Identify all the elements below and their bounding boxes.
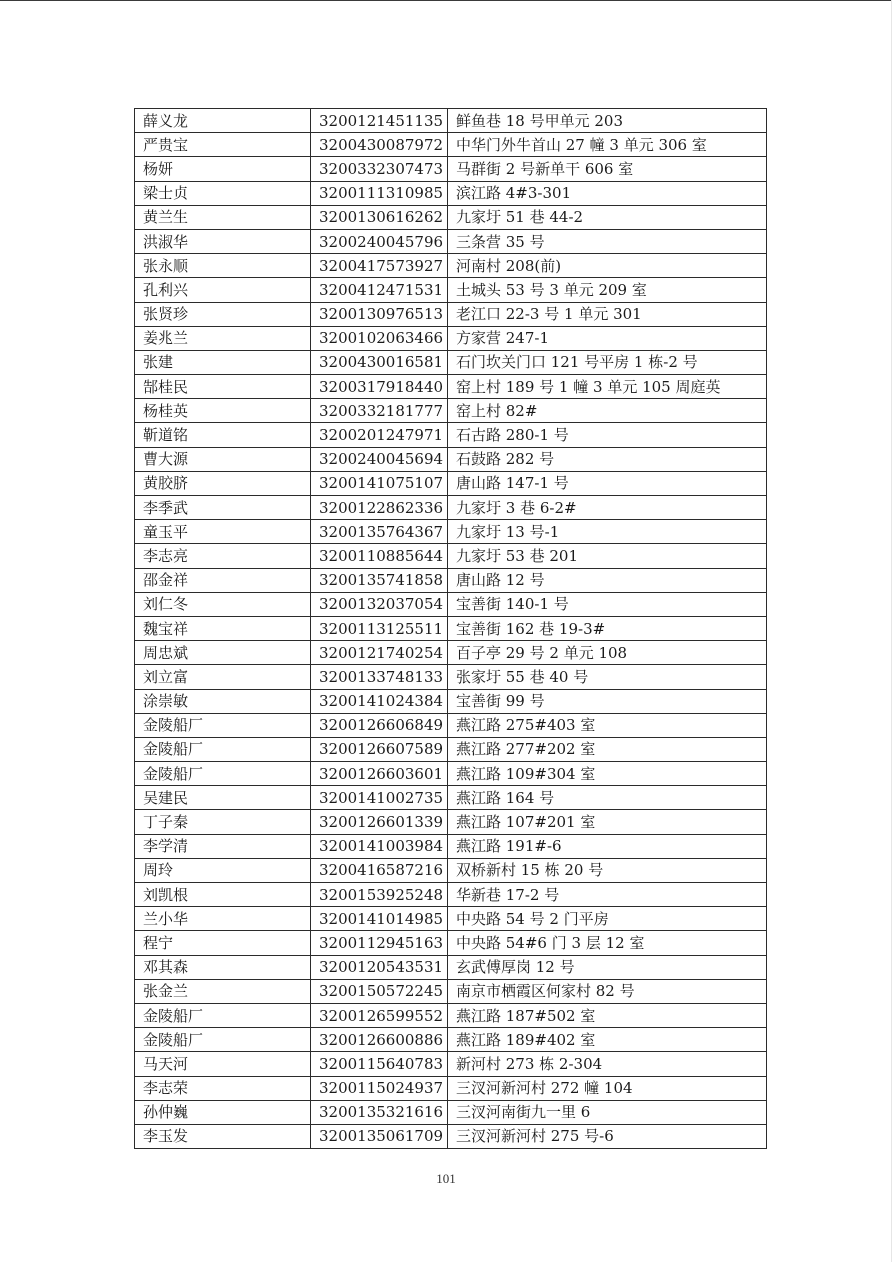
name-cell: 靳道铭 bbox=[135, 423, 311, 447]
address-cell: 窑上村 189 号 1 幢 3 单元 105 周庭英 bbox=[448, 375, 767, 399]
table-row bbox=[135, 520, 767, 544]
address-cell: 宝善街 99 号 bbox=[448, 689, 767, 713]
id-cell: 3200130616262 bbox=[311, 205, 448, 229]
id-cell: 3200430016581 bbox=[311, 350, 448, 374]
address-cell: 双桥新村 15 栋 20 号 bbox=[448, 858, 767, 882]
id-cell: 3200120543531 bbox=[311, 955, 448, 979]
name-cell: 邓其森 bbox=[135, 955, 311, 979]
table-row bbox=[135, 1028, 767, 1052]
id-cell: 3200126606849 bbox=[311, 713, 448, 737]
id-cell: 3200113125511 bbox=[311, 616, 448, 640]
id-cell: 3200122862336 bbox=[311, 496, 448, 520]
address-cell: 石古路 280-1 号 bbox=[448, 423, 767, 447]
id-cell: 3200430087972 bbox=[311, 133, 448, 157]
table-row bbox=[135, 471, 767, 495]
table-row bbox=[135, 858, 767, 882]
name-cell: 金陵船厂 bbox=[135, 762, 311, 786]
table-row bbox=[135, 399, 767, 423]
name-cell: 黄胶脐 bbox=[135, 471, 311, 495]
address-cell: 九家圩 53 巷 201 bbox=[448, 544, 767, 568]
name-cell: 邵金祥 bbox=[135, 568, 311, 592]
id-cell: 3200332307473 bbox=[311, 157, 448, 181]
address-cell: 唐山路 12 号 bbox=[448, 568, 767, 592]
name-cell: 兰小华 bbox=[135, 907, 311, 931]
id-cell: 3200135061709 bbox=[311, 1124, 448, 1148]
id-cell: 3200417573927 bbox=[311, 254, 448, 278]
id-cell: 3200153925248 bbox=[311, 883, 448, 907]
table-row bbox=[135, 979, 767, 1003]
table-row bbox=[135, 447, 767, 471]
table-row bbox=[135, 616, 767, 640]
table-row bbox=[135, 1100, 767, 1124]
address-cell: 中央路 54#6 门 3 层 12 室 bbox=[448, 931, 767, 955]
address-cell: 三汊河南街九一里 6 bbox=[448, 1100, 767, 1124]
id-cell: 3200135741858 bbox=[311, 568, 448, 592]
name-cell: 程宁 bbox=[135, 931, 311, 955]
address-cell: 马群街 2 号新单干 606 室 bbox=[448, 157, 767, 181]
address-cell: 窑上村 82# bbox=[448, 399, 767, 423]
table-row bbox=[135, 205, 767, 229]
address-cell: 燕江路 275#403 室 bbox=[448, 713, 767, 737]
id-cell: 3200102063466 bbox=[311, 326, 448, 350]
name-cell: 张永顺 bbox=[135, 254, 311, 278]
name-cell: 杨桂英 bbox=[135, 399, 311, 423]
id-cell: 3200121740254 bbox=[311, 641, 448, 665]
id-cell: 3200126599552 bbox=[311, 1003, 448, 1027]
table-row bbox=[135, 544, 767, 568]
address-cell: 玄武傅厚岗 12 号 bbox=[448, 955, 767, 979]
name-cell: 周玲 bbox=[135, 858, 311, 882]
id-cell: 3200141024384 bbox=[311, 689, 448, 713]
id-cell: 3200112945163 bbox=[311, 931, 448, 955]
name-cell: 张建 bbox=[135, 350, 311, 374]
table-row bbox=[135, 762, 767, 786]
id-cell: 3200332181777 bbox=[311, 399, 448, 423]
page-number: 101 bbox=[436, 1171, 456, 1186]
id-cell: 3200135321616 bbox=[311, 1100, 448, 1124]
id-cell: 3200110885644 bbox=[311, 544, 448, 568]
id-cell: 3200135764367 bbox=[311, 520, 448, 544]
id-cell: 3200115024937 bbox=[311, 1076, 448, 1100]
address-cell: 燕江路 164 号 bbox=[448, 786, 767, 810]
table-row bbox=[135, 713, 767, 737]
table-row bbox=[135, 326, 767, 350]
id-cell: 3200150572245 bbox=[311, 979, 448, 1003]
name-cell: 郜桂民 bbox=[135, 375, 311, 399]
table-row bbox=[135, 1003, 767, 1027]
name-cell: 姜兆兰 bbox=[135, 326, 311, 350]
id-cell: 3200130976513 bbox=[311, 302, 448, 326]
name-cell: 李志荣 bbox=[135, 1076, 311, 1100]
address-cell: 燕江路 277#202 室 bbox=[448, 737, 767, 761]
address-cell: 九家圩 3 巷 6-2# bbox=[448, 496, 767, 520]
id-cell: 3200126607589 bbox=[311, 737, 448, 761]
address-cell: 唐山路 147-1 号 bbox=[448, 471, 767, 495]
id-cell: 3200317918440 bbox=[311, 375, 448, 399]
name-cell: 魏宝祥 bbox=[135, 616, 311, 640]
name-cell: 梁士贞 bbox=[135, 181, 311, 205]
id-cell: 3200115640783 bbox=[311, 1052, 448, 1076]
address-cell: 三汊河新河村 272 幢 104 bbox=[448, 1076, 767, 1100]
id-cell: 3200240045694 bbox=[311, 447, 448, 471]
name-cell: 金陵船厂 bbox=[135, 1003, 311, 1027]
table-row bbox=[135, 568, 767, 592]
table-row bbox=[135, 254, 767, 278]
address-cell: 中华门外牛首山 27 幢 3 单元 306 室 bbox=[448, 133, 767, 157]
table-row bbox=[135, 689, 767, 713]
address-cell: 燕江路 191#-6 bbox=[448, 834, 767, 858]
name-cell: 李学清 bbox=[135, 834, 311, 858]
name-cell: 孔利兴 bbox=[135, 278, 311, 302]
table-row bbox=[135, 810, 767, 834]
name-cell: 黄兰生 bbox=[135, 205, 311, 229]
address-cell: 燕江路 109#304 室 bbox=[448, 762, 767, 786]
table-row bbox=[135, 302, 767, 326]
table-row bbox=[135, 737, 767, 761]
address-cell: 燕江路 189#402 室 bbox=[448, 1028, 767, 1052]
table-row bbox=[135, 907, 767, 931]
id-cell: 3200201247971 bbox=[311, 423, 448, 447]
table-row bbox=[135, 592, 767, 616]
address-cell: 宝善街 162 巷 19-3# bbox=[448, 616, 767, 640]
id-cell: 3200141014985 bbox=[311, 907, 448, 931]
id-cell: 3200126600886 bbox=[311, 1028, 448, 1052]
name-cell: 严贵宝 bbox=[135, 133, 311, 157]
table-row bbox=[135, 883, 767, 907]
address-cell: 九家圩 51 巷 44-2 bbox=[448, 205, 767, 229]
table-row bbox=[135, 229, 767, 253]
address-cell: 鲜鱼巷 18 号甲单元 203 bbox=[448, 109, 767, 133]
table-row bbox=[135, 423, 767, 447]
id-cell: 3200240045796 bbox=[311, 229, 448, 253]
address-cell: 河南村 208(前) bbox=[448, 254, 767, 278]
table-row bbox=[135, 1052, 767, 1076]
address-cell: 燕江路 107#201 室 bbox=[448, 810, 767, 834]
address-cell: 宝善街 140-1 号 bbox=[448, 592, 767, 616]
name-cell: 童玉平 bbox=[135, 520, 311, 544]
table-row bbox=[135, 157, 767, 181]
id-cell: 3200126603601 bbox=[311, 762, 448, 786]
table-row bbox=[135, 109, 767, 133]
id-cell: 3200141075107 bbox=[311, 471, 448, 495]
table-row bbox=[135, 641, 767, 665]
table-row bbox=[135, 1076, 767, 1100]
id-cell: 3200141003984 bbox=[311, 834, 448, 858]
records-table bbox=[134, 108, 767, 1149]
id-cell: 3200416587216 bbox=[311, 858, 448, 882]
address-cell: 南京市栖霞区何家村 82 号 bbox=[448, 979, 767, 1003]
name-cell: 金陵船厂 bbox=[135, 1028, 311, 1052]
name-cell: 张金兰 bbox=[135, 979, 311, 1003]
table-row bbox=[135, 181, 767, 205]
name-cell: 杨妍 bbox=[135, 157, 311, 181]
address-cell: 九家圩 13 号-1 bbox=[448, 520, 767, 544]
table-row bbox=[135, 786, 767, 810]
name-cell: 刘凯根 bbox=[135, 883, 311, 907]
top-border-line bbox=[0, 0, 892, 1]
address-cell: 石门坎关门口 121 号平房 1 栋-2 号 bbox=[448, 350, 767, 374]
name-cell: 刘仁冬 bbox=[135, 592, 311, 616]
address-cell: 土城头 53 号 3 单元 209 室 bbox=[448, 278, 767, 302]
address-cell: 老江口 22-3 号 1 单元 301 bbox=[448, 302, 767, 326]
table-row bbox=[135, 278, 767, 302]
id-cell: 3200121451135 bbox=[311, 109, 448, 133]
name-cell: 金陵船厂 bbox=[135, 737, 311, 761]
name-cell: 曹大源 bbox=[135, 447, 311, 471]
table-row bbox=[135, 375, 767, 399]
name-cell: 涂崇敏 bbox=[135, 689, 311, 713]
table-row bbox=[135, 133, 767, 157]
name-cell: 张贤珍 bbox=[135, 302, 311, 326]
id-cell: 3200126601339 bbox=[311, 810, 448, 834]
address-cell: 滨江路 4#3-301 bbox=[448, 181, 767, 205]
name-cell: 马天河 bbox=[135, 1052, 311, 1076]
id-cell: 3200141002735 bbox=[311, 786, 448, 810]
name-cell: 李季武 bbox=[135, 496, 311, 520]
name-cell: 金陵船厂 bbox=[135, 713, 311, 737]
name-cell: 李玉发 bbox=[135, 1124, 311, 1148]
name-cell: 孙仲巍 bbox=[135, 1100, 311, 1124]
address-cell: 张家圩 55 巷 40 号 bbox=[448, 665, 767, 689]
table-row bbox=[135, 931, 767, 955]
name-cell: 李志亮 bbox=[135, 544, 311, 568]
table-row bbox=[135, 665, 767, 689]
address-cell: 三条营 35 号 bbox=[448, 229, 767, 253]
address-cell: 华新巷 17-2 号 bbox=[448, 883, 767, 907]
table-row bbox=[135, 496, 767, 520]
address-cell: 新河村 273 栋 2-304 bbox=[448, 1052, 767, 1076]
name-cell: 洪淑华 bbox=[135, 229, 311, 253]
address-cell: 石鼓路 282 号 bbox=[448, 447, 767, 471]
address-cell: 方家营 247-1 bbox=[448, 326, 767, 350]
id-cell: 3200111310985 bbox=[311, 181, 448, 205]
table-row bbox=[135, 350, 767, 374]
address-cell: 三汊河新河村 275 号-6 bbox=[448, 1124, 767, 1148]
id-cell: 3200132037054 bbox=[311, 592, 448, 616]
name-cell: 刘立富 bbox=[135, 665, 311, 689]
name-cell: 薛义龙 bbox=[135, 109, 311, 133]
table-row bbox=[135, 1124, 767, 1148]
records-table-body bbox=[135, 109, 767, 1149]
address-cell: 中央路 54 号 2 门平房 bbox=[448, 907, 767, 931]
address-cell: 燕江路 187#502 室 bbox=[448, 1003, 767, 1027]
id-cell: 3200133748133 bbox=[311, 665, 448, 689]
id-cell: 3200412471531 bbox=[311, 278, 448, 302]
address-cell: 百子亭 29 号 2 单元 108 bbox=[448, 641, 767, 665]
name-cell: 丁子秦 bbox=[135, 810, 311, 834]
name-cell: 周忠斌 bbox=[135, 641, 311, 665]
table-row bbox=[135, 834, 767, 858]
name-cell: 吴建民 bbox=[135, 786, 311, 810]
table-row bbox=[135, 955, 767, 979]
